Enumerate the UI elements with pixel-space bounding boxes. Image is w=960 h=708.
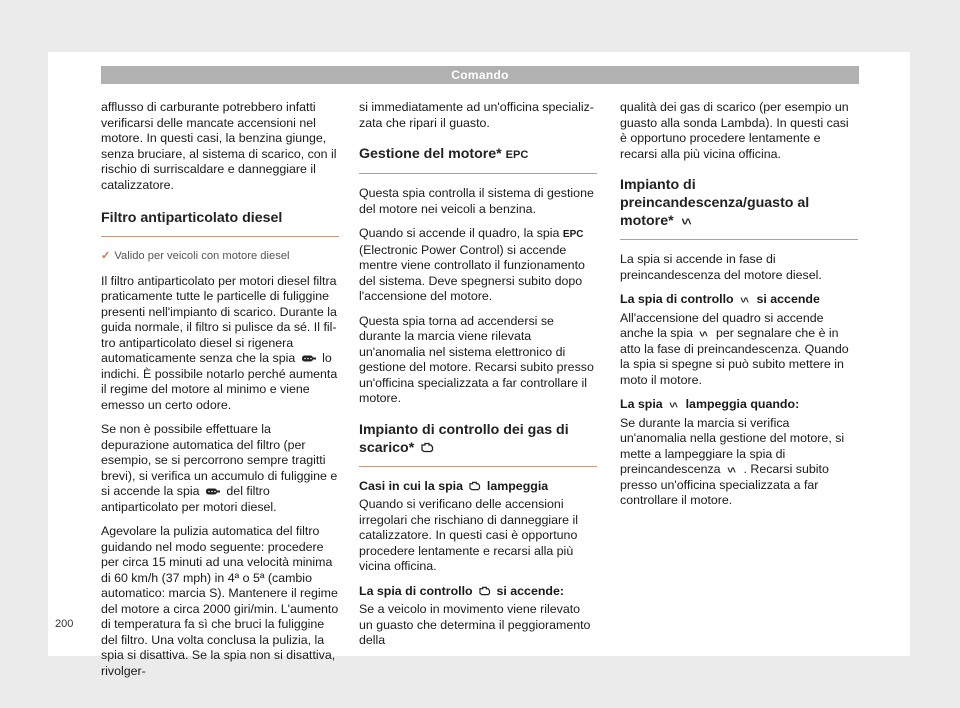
- text: del filtro antiparticolato per motori diesel.: [101, 484, 277, 514]
- column-1: [101, 100, 339, 688]
- text: lampeggia: [486, 478, 549, 493]
- engine-check-icon: [468, 481, 481, 491]
- text: La spia di controllo: [620, 292, 734, 306]
- column-2: [359, 100, 597, 658]
- section-heading-dpf: Filtro antiparticolato diesel: [101, 209, 339, 237]
- paragraph: [620, 311, 858, 389]
- paragraph: La spia si accende in fase di preincandescenza del motore diesel.: [620, 252, 822, 282]
- text: si accende:: [496, 583, 564, 598]
- glow-plug-icon: [668, 401, 680, 409]
- text: Se non è possibile effettuare la depurazione automatica del filtro (per esempio, se si percorrono sempre tragitti brevi), si verifica un accumulo di fuliggine e si accende la spia: [101, 422, 338, 498]
- glow-plug-icon: [680, 217, 694, 226]
- subheading: [359, 584, 597, 600]
- paragraph: si immediatamente ad un'officina specializzata che ripari il guasto.: [359, 100, 594, 130]
- paragraph: Quando si verificano delle accensioni irregolari che rischiano di danneggiare il catalizzatore. In questi casi è opportuno procedere lentamente e recarsi alla più vicina officina.: [359, 497, 579, 573]
- paragraph: [101, 422, 339, 515]
- section-heading-engine-management: [359, 145, 597, 174]
- engine-check-icon: [420, 442, 434, 453]
- check-icon: ✓: [101, 250, 111, 262]
- text: lo indichi. È possibile notarlo perché aumenta il regime del motore al minimo e viene emesso un certo odore.: [101, 351, 338, 412]
- paragraph: Se a veicolo in movimento viene rilevato un guasto che determina il peggioramento della: [359, 602, 591, 647]
- heading-text: Impianto di controllo dei gas di scarico*: [359, 421, 569, 456]
- paragraph: [620, 416, 858, 509]
- subheading: [620, 397, 858, 413]
- subheading: [620, 292, 858, 308]
- paragraph: [101, 274, 339, 414]
- text: per segnalare che è in atto la fase di preincandescenza. Quando la spia si spegne si può subito mettere in moto il motore.: [620, 326, 849, 387]
- glow-plug-icon: [698, 330, 710, 338]
- applicability-note: [101, 249, 339, 265]
- subheading: [359, 479, 597, 495]
- paragraph: qualità dei gas di scarico (per esempio un guasto alla sonda Lambda). In questi casi è opportuno procedere lentamente e recarsi alla più vicina officina.: [620, 100, 849, 161]
- column-3: [620, 100, 858, 518]
- glow-plug-icon: [726, 466, 738, 474]
- paragraph: afflusso di carburante potrebbero infatti verificarsi delle mancate accensioni nel motore. In questi casi, la benzina giunge, senza bruciare, al sistema di scarico, con il rischio di surriscaldare e danneggiare il catalizzatore.: [101, 100, 337, 192]
- section-heading-exhaust-control: [359, 421, 597, 467]
- text: Quando si accende il quadro, la spia: [359, 226, 560, 240]
- heading-text: Gestione del motore*: [359, 146, 502, 162]
- text: All'accensione del quadro si accende anche la spia: [620, 310, 824, 340]
- text: La spia: [620, 397, 663, 411]
- engine-check-icon: [478, 586, 491, 596]
- section-heading-glow-plug: [620, 176, 858, 240]
- paragraph: [359, 226, 597, 305]
- page-number: 200: [55, 618, 74, 630]
- text: . Recarsi subito presso un'officina specializzata a far controllare il motore.: [620, 462, 829, 507]
- heading-text: Impianto di preincandescenza/guasto al motore*: [620, 177, 810, 229]
- epc-icon: EPC: [505, 149, 529, 161]
- glow-plug-icon: [739, 296, 751, 304]
- diesel-particulate-filter-icon: [301, 354, 317, 363]
- page-header: Comando: [101, 66, 859, 84]
- text: La spia di controllo: [359, 583, 473, 598]
- paragraph: Questa spia torna ad accendersi se durante la marcia viene rilevata un'anomalia nel sistema elettronico di gestione del motore. Recarsi subito presso un'officina specializzata a far controllare il motore.: [359, 313, 594, 405]
- paragraph: Questa spia controlla il sistema di gestione del motore nei veicoli a benzina.: [359, 186, 594, 216]
- text: si accende: [756, 292, 820, 306]
- text: lampeggia quando:: [685, 397, 800, 411]
- epc-icon: EPC: [562, 229, 584, 240]
- note-text: Valido per veicoli con motore diesel: [114, 250, 290, 262]
- text: (Electronic Power Control) si accende mentre viene controllato il funzionamento del sistema. Deve spegnersi subito dopo l'accensione del motore.: [359, 242, 585, 303]
- text: Casi in cui la spia: [359, 478, 463, 493]
- text: Se durante la marcia si verifica un'anomalia nella gestione del motore, si mette a lampeggiare la spia di preincandescenza: [620, 415, 845, 476]
- text: Il filtro antiparticolato per motori diesel filtra praticamente tutte le particelle di fuliggine presenti nell'impianto di scarico. Durante la guida normale, il filtro si pulisce da sé. Il filtro antiparticolato diesel si rigenera automaticamente senza che la spia: [101, 273, 337, 365]
- diesel-particulate-filter-icon: [205, 487, 221, 496]
- paragraph: Agevolare la pulizia automatica del filtro guidando nel modo seguente: procedere per circa 15 minuti ad una velocità minima di 60 km/h (37 mph) in 4ª o 5ª (cambio automatico: marcia S). Mantenere il regime del motore a circa 2000 giri/min. L'aumento di temperatura fa sì che bruci la fuliggine del filtro. Una volta conclusa la pulizia, la spia si disattiva. Se la spia non si disattiva, rivolger-: [101, 524, 339, 678]
